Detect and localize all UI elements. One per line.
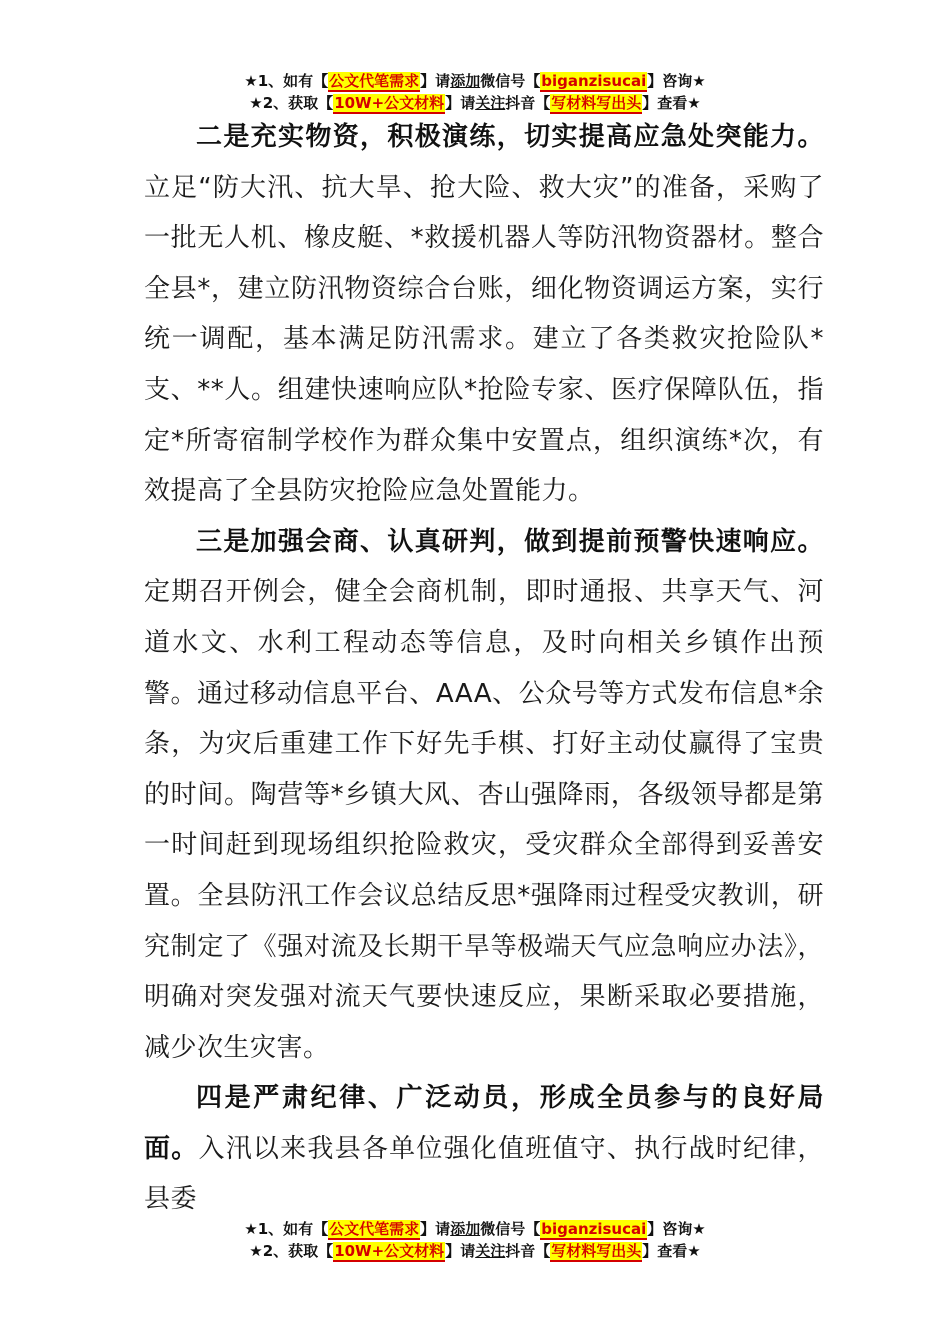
banner-text: 微信号【: [480, 1220, 541, 1238]
banner-text: 1、如有【: [257, 1220, 329, 1238]
banner-text: 微信号【: [480, 72, 541, 90]
star-icon: ★: [244, 72, 258, 90]
banner-highlight: biganzisucai: [541, 1220, 647, 1238]
banner-highlight: 公文代笔需求: [329, 1220, 420, 1238]
banner-text: 2、获取【: [262, 1242, 334, 1260]
paragraph-heading: 三是加强会商、认真研判，做到提前预警快速响应。: [196, 526, 824, 557]
banner-line-2: [0, 92, 950, 114]
banner-underline: 关注: [475, 94, 506, 112]
banner-text: 1、如有【: [257, 72, 329, 90]
paragraph-text: 定期召开例会，健全会商机制，即时通报、共享天气、河道水文、水利工程动态等信息，及时向相关乡镇作出预警。通过移动信息平台、AAA、公众号等方式发布信息*余条，为灾后重建工作下好先手棋、打好主动仗赢得了宝贵的时间。陶营等*乡镇大风、杏山强降雨，各级领导都是第一时间赶到现场组织抢险救灾，受灾群众全部得到妥善安置。全县防汛工作会议总结反思*强降雨过程受灾教训，研究制定了《强对流及长期干旱等极端天气应急响应办法》，明确对突发强对流天气要快速反应，果断采取必要措施，减少次生灾害。: [144, 577, 824, 1063]
banner-text: 】查看★: [642, 94, 701, 112]
banner-line-1: [0, 1218, 950, 1240]
banner-text: 抖音【: [505, 94, 551, 112]
banner-highlight: 写材料写出头: [551, 1242, 642, 1260]
banner-text: 】请: [445, 94, 476, 112]
banner-text: 】请: [420, 1220, 451, 1238]
banner-text: 】咨询★: [647, 1220, 706, 1238]
banner-text: 抖音【: [505, 1242, 551, 1260]
paragraph-heading: 四是严肃纪律、广泛动员，形成全员参与的良好局面。: [144, 1083, 824, 1164]
banner-highlight: 10W+公文材料: [334, 94, 445, 112]
footer-banner: [0, 1218, 950, 1262]
paragraph-4: [144, 1073, 824, 1225]
paragraph-text: 立足“防大汛、抗大旱、抢大险、救大灾”的准备，采购了一批无人机、橡皮艇、*救援机器人等防汛物资器材。整合全县*，建立防汛物资综合台账，细化物资调运方案，实行统一调配，基本满足防汛需求。建立了各类救灾抢险队*支、**人。组建快速响应队*抢险专家、医疗保障队伍，指定*所寄宿制学校作为群众集中安置点，组织演练*次，有效提高了全县防灾抢险应急处置能力。: [144, 172, 824, 507]
banner-text: 2、获取【: [262, 94, 334, 112]
paragraph-3: [144, 517, 824, 1074]
banner-line-2: [0, 1240, 950, 1262]
header-banner: [0, 70, 950, 114]
banner-text: 】请: [445, 1242, 476, 1260]
banner-highlight: 写材料写出头: [551, 94, 642, 112]
banner-text: 】查看★: [642, 1242, 701, 1260]
star-icon: ★: [249, 94, 263, 112]
banner-highlight: 公文代笔需求: [329, 72, 420, 90]
paragraph-heading: 二是充实物资，积极演练，切实提高应急处突能力。: [196, 122, 824, 152]
paragraph-2: [144, 112, 824, 517]
document-body: [144, 112, 824, 1225]
paragraph-text: 入汛以来我县各单位强化值班值守、执行战时纪律，县委: [144, 1133, 824, 1215]
banner-underline: 关注: [475, 1242, 506, 1260]
banner-line-1: [0, 70, 950, 92]
banner-highlight: biganzisucai: [541, 72, 647, 90]
banner-text: 】请: [420, 72, 451, 90]
banner-underline: 添加: [450, 72, 481, 90]
star-icon: ★: [244, 1220, 258, 1238]
star-icon: ★: [249, 1242, 263, 1260]
banner-underline: 添加: [450, 1220, 481, 1238]
banner-highlight: 10W+公文材料: [334, 1242, 445, 1260]
banner-text: 】咨询★: [647, 72, 706, 90]
